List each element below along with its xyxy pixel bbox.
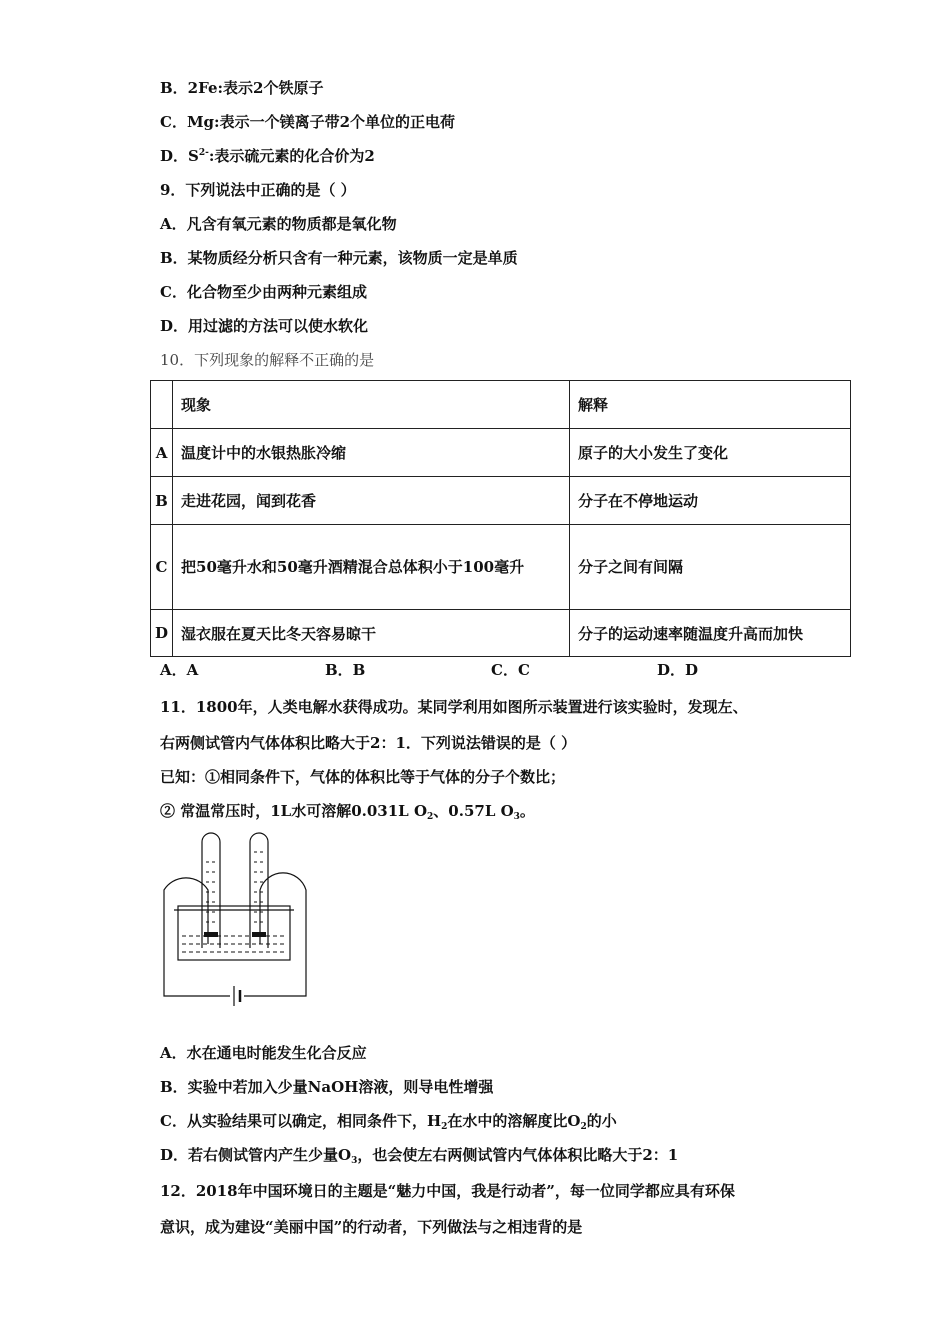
row-explanation: 原子的大小发生了变化 xyxy=(570,429,851,477)
q10-stem: 10．下列现象的解释不正确的是 xyxy=(160,351,375,369)
q10-choice-c: C．C xyxy=(491,661,530,679)
q9-stem: 9．下列说法中正确的是（ ） xyxy=(160,181,356,199)
row-phenomenon: 湿衣服在夏天比冬天容易晾干 xyxy=(173,610,570,657)
q10-choice-b: B．B xyxy=(325,661,366,679)
table-row xyxy=(151,429,851,477)
header-explanation: 解释 xyxy=(570,381,851,429)
left-electrode xyxy=(204,932,218,937)
q11-option-c: C．从实验结果可以确定，相同条件下，$H_2$在水中的溶解度比$O_2$的小 xyxy=(160,1112,617,1132)
q9-option-a: A．凡含有氧元素的物质都是氧化物 xyxy=(160,215,397,233)
q11-option-d: D．若右侧试管内产生少量$O_3$，也会使左右两侧试管内气体体积比略大于2：1 xyxy=(160,1146,679,1166)
row-option: C xyxy=(151,525,173,610)
q9-option-d: D．用过滤的方法可以使水软化 xyxy=(160,317,369,335)
table-row xyxy=(151,610,851,657)
right-electrode xyxy=(252,932,266,937)
row-explanation: 分子的运动速率随温度升高而加快 xyxy=(570,610,851,657)
row-explanation: 分子之间有间隔 xyxy=(570,525,851,610)
q9-option-b: B．某物质经分析只含有一种元素，该物质一定是单质 xyxy=(160,249,518,267)
row-phenomenon: 把50毫升水和50毫升酒精混合总体积小于100毫升 xyxy=(173,525,570,610)
q10-table xyxy=(150,380,851,657)
q9-option-c: C．化合物至少由两种元素组成 xyxy=(160,283,367,301)
row-option: D xyxy=(151,610,173,657)
row-option: A xyxy=(151,429,173,477)
electrolysis-apparatus-diagram xyxy=(160,832,310,1012)
row-phenomenon: 走进花园，闻到花香 xyxy=(173,477,570,525)
table-row xyxy=(151,525,851,610)
table-corner-cell xyxy=(151,381,173,429)
q11-stem-line1: 11．1800年，人类电解水获得成功。某同学利用如图所示装置进行该实验时，发现左、 xyxy=(160,698,748,716)
header-phenomenon: 现象 xyxy=(173,381,570,429)
q8-option-d: D．$S^{2-}$:表示硫元素的化合价为2 xyxy=(160,147,375,165)
q11-option-b: B．实验中若加入少量NaOH溶液，则导电性增强 xyxy=(160,1078,494,1096)
left-test-tube xyxy=(202,833,220,948)
q11-known-2: ② 常温常压时，1L水可溶解0.031L $O_2$、0.57L $O_3$。 xyxy=(160,802,535,822)
q11-known-1: 已知：①相同条件下，气体的体积比等于气体的分子个数比； xyxy=(160,768,566,786)
row-phenomenon: 温度计中的水银热胀冷缩 xyxy=(173,429,570,477)
q10-choice-d: D．D xyxy=(657,661,699,679)
row-explanation: 分子在不停地运动 xyxy=(570,477,851,525)
right-test-tube xyxy=(250,833,268,948)
q11-stem-line2: 右两侧试管内气体体积比略大于2：1．下列说法错误的是（ ） xyxy=(160,734,577,752)
table-header-row xyxy=(151,381,851,429)
q8-option-c: C．Mg:表示一个镁离子带2个单位的正电荷 xyxy=(160,113,456,131)
q11-option-a: A．水在通电时能发生化合反应 xyxy=(160,1044,367,1062)
q12-stem-line2: 意识，成为建设“美丽中国”的行动者，下列做法与之相违背的是 xyxy=(160,1218,583,1236)
q10-choice-a: A．A xyxy=(160,661,199,679)
table-row xyxy=(151,477,851,525)
row-option: B xyxy=(151,477,173,525)
q12-stem-line1: 12．2018年中国环境日的主题是“魅力中国，我是行动者”，每一位同学都应具有环保 xyxy=(160,1182,735,1200)
q8-option-b: B．2Fe:表示2个铁原子 xyxy=(160,79,324,97)
